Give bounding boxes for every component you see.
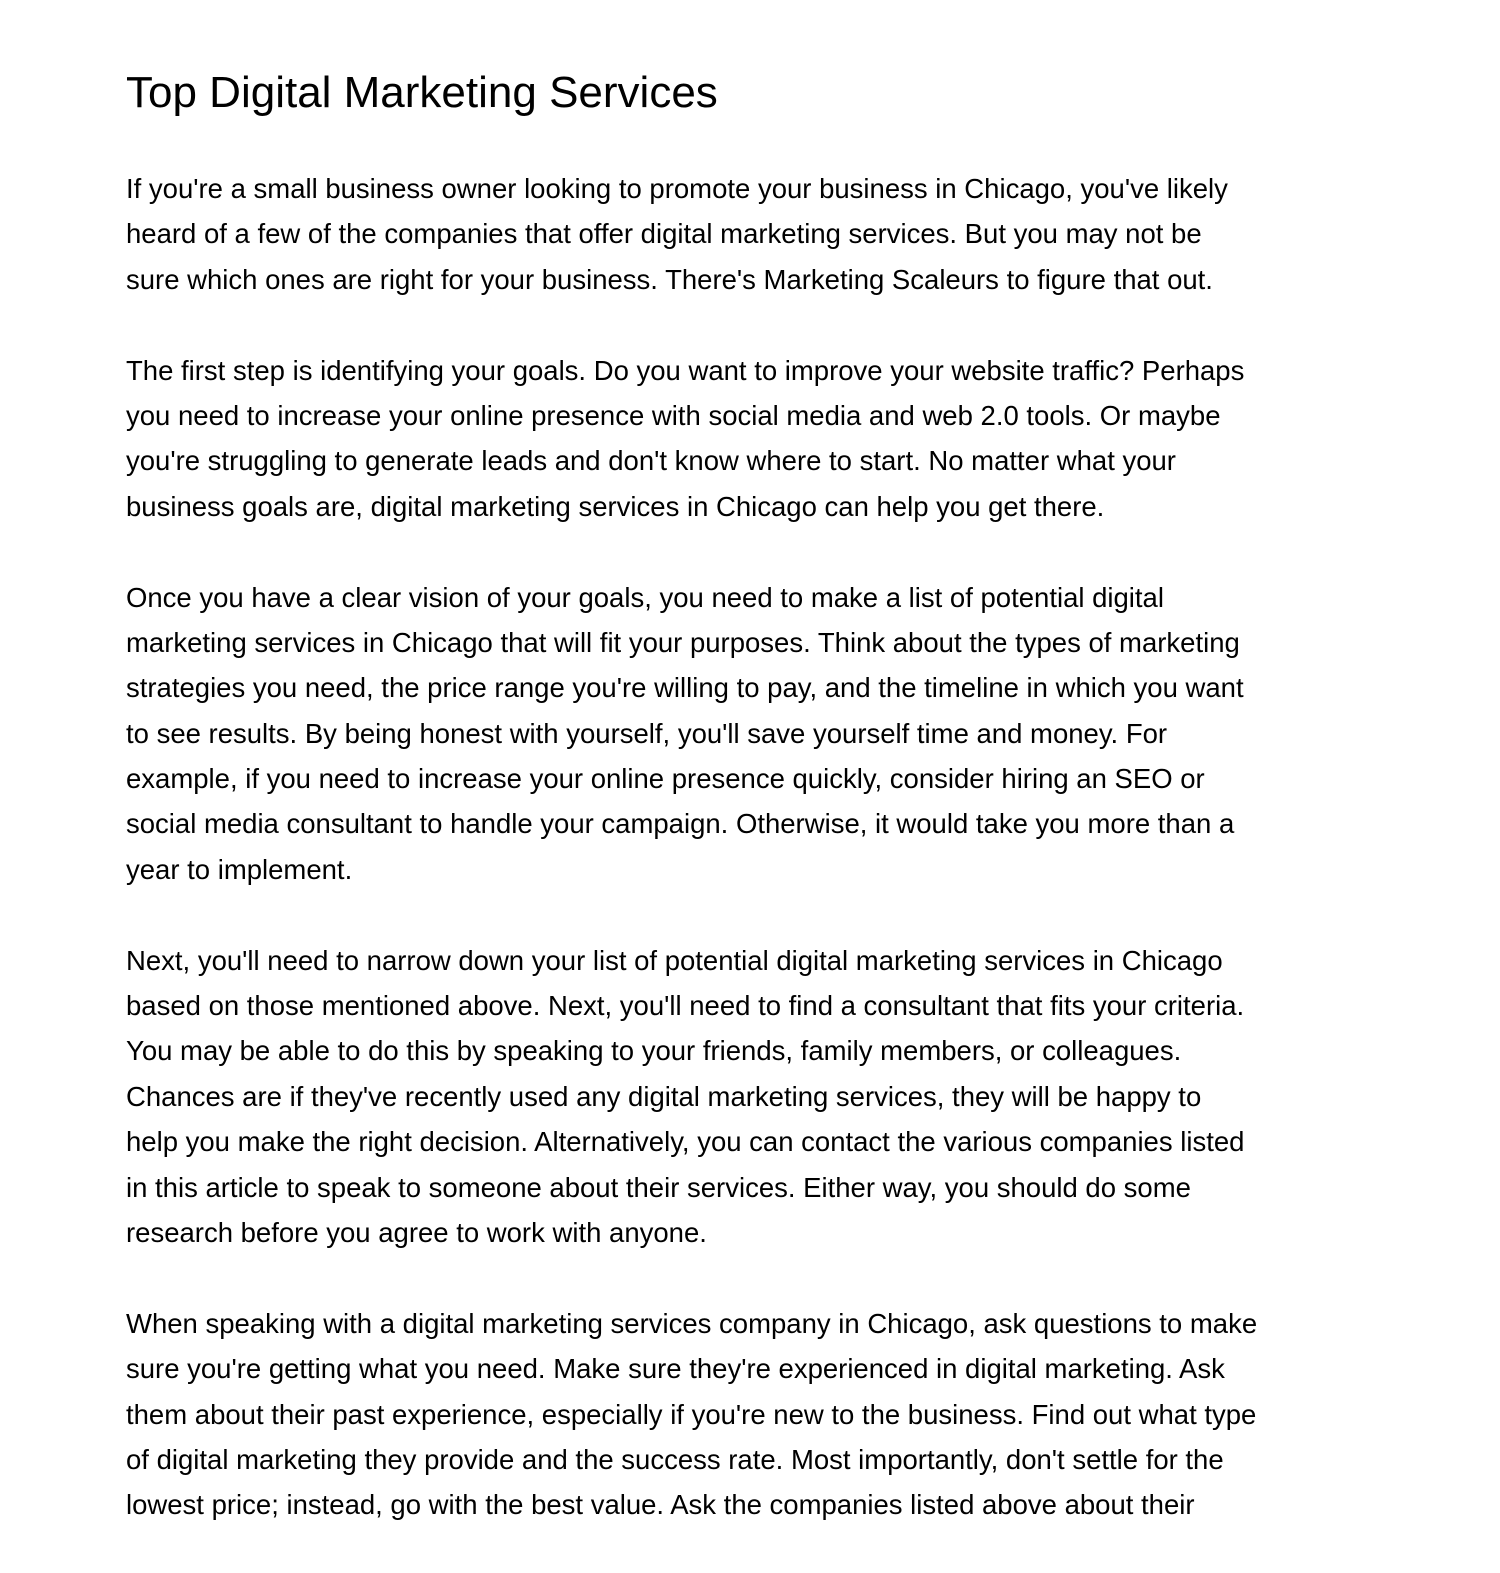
text-line: You may be able to do this by speaking to your friends, family members, or colleagues. [126,1035,1182,1067]
text-line: lowest price; instead, go with the best value. Ask the companies listed above about their [126,1489,1195,1521]
text-line: The first step is identifying your goals. Do you want to improve your website traffic? Perhaps [126,354,1245,386]
text-line: year to implement. [126,853,353,885]
text-line: sure which ones are right for your business. There's Marketing Scaleurs to figure that out. [126,263,1213,295]
document-title: Top Digital Marketing Services [126,68,718,117]
text-line: of digital marketing they provide and the success rate. Most importantly, don't settle for the [126,1443,1224,1475]
text-line: marketing services in Chicago that will fit your purposes. Think about the types of marketing [126,626,1240,658]
paragraph-2 [126,348,1386,530]
paragraph-4 [126,938,1386,1256]
text-line: them about their past experience, especially if you're new to the business. Find out what type [126,1398,1257,1430]
text-line: Chances are if they've recently used any digital marketing services, they will be happy to [126,1080,1202,1112]
text-line: help you make the right decision. Alternatively, you can contact the various companies listed [126,1126,1245,1158]
text-line: to see results. By being honest with yourself, you'll save yourself time and money. For [126,717,1168,749]
text-line: heard of a few of the companies that offer digital marketing services. But you may not be [126,218,1202,250]
text-line: you need to increase your online presence with social media and web 2.0 tools. Or maybe [126,399,1221,431]
text-line: If you're a small business owner looking to promote your business in Chicago, you've likely [126,173,1228,204]
text-line: example, if you need to increase your online presence quickly, consider hiring an SEO or [126,763,1205,795]
paragraph-5 [126,1301,1386,1528]
text-line: social media consultant to handle your campaign. Otherwise, it would take you more than a [126,808,1235,840]
text-line: business goals are, digital marketing services in Chicago can help you get there. [126,490,1105,522]
text-line: based on those mentioned above. Next, you'll need to find a consultant that fits your criteria. [126,990,1245,1022]
text-line: you're struggling to generate leads and don't know where to start. No matter what your [126,445,1176,477]
paragraph-1 [126,166,1386,302]
text-line: Once you have a clear vision of your goals, you need to make a list of potential digital [126,581,1164,613]
text-line: Next, you'll need to narrow down your list of potential digital marketing services in Chicago [126,944,1223,976]
text-line: sure you're getting what you need. Make sure they're experienced in digital marketing. Ask [126,1353,1225,1385]
paragraph-3 [126,575,1386,893]
text-line: When speaking with a digital marketing services company in Chicago, ask questions to make [126,1307,1258,1339]
document-body [126,166,1386,1573]
text-line: in this article to speak to someone about their services. Either way, you should do some [126,1171,1191,1203]
text-line: strategies you need, the price range you're willing to pay, and the timeline in which you want [126,672,1244,704]
text-line: research before you agree to work with anyone. [126,1216,707,1248]
